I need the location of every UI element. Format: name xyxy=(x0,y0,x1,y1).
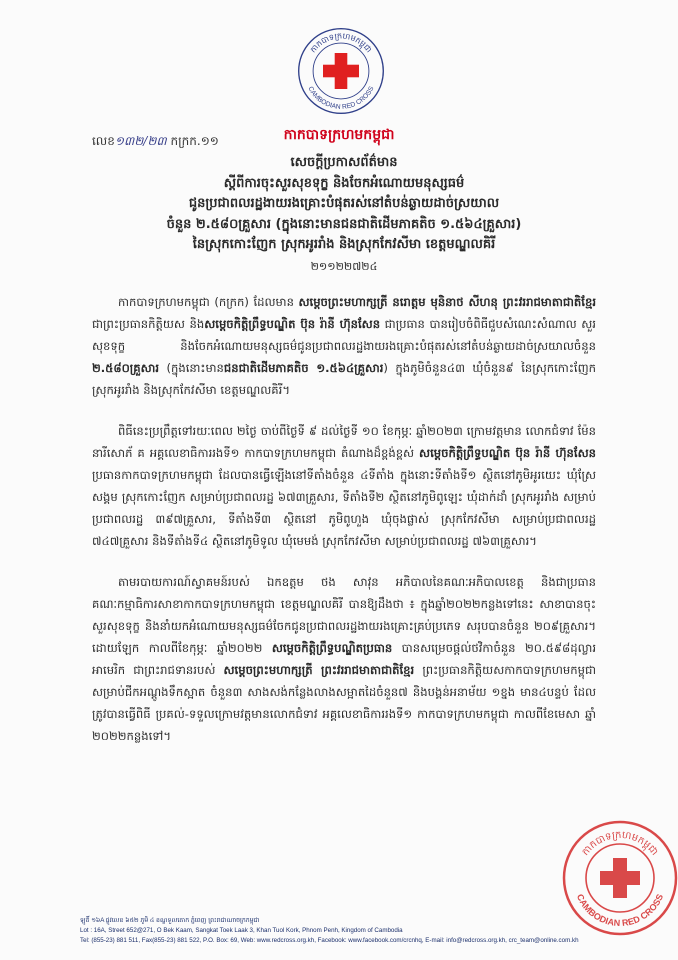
body-text: ជាព្រះប្រធានកិត្តិយស និង xyxy=(92,317,205,331)
body-text: ព្រះប្រធានកិត្តិយសកាកបាទក្រហមកម្ពុជា សម្រាប់ជីកអណ្តូងទឹកស្អាត ចំនួន៣ សាងសង់កន្លែងលាងសម្អាតដៃចំនួន៧ និងបង្គន់អនាម័យ ១ខ្នង មាន៤បន្ទប់ ដែលត្រូវបានធ្វើពិធី ប្រគល់-ទទួលក្រោមវត្តមានលោកជំទាវ អគ្គលេខាធិការរងទី១ កាកបាទក្រហមកម្ពុជា កាលពីខែមេសា ឆ្នាំ ២០២២កន្លងទៅ។ xyxy=(92,663,596,743)
document-date: ២១១២២៧២៤ xyxy=(310,259,378,273)
logo-english-text: CAMBODIAN RED CROSS xyxy=(306,85,376,111)
body-text: ប្រធានកាកបាទក្រហមកម្ពុជា ដែលបានធ្វើឡើងនៅទីតាំងចំនួន ៤ទីតាំង ក្នុងនោះទីតាំងទី១ ស្ថិតនៅភូមិអូរយេះ ឃុំស្រែសង្គម ស្រុកកោះញែក សម្រាប់ប្រជាពលរដ្ឋ ៦៧៣គ្រួសារ, ទីតាំងទី២ ស្ថិតនៅភូមិពូឡេះ ឃុំដាក់ដាំ ស្រុកអូររាំង សម្រាប់ប្រជាពលរដ្ឋ ៣៩៧គ្រួសារ, ទីតាំងទី៣ ស្ថិតនៅ ភូមិពូហួង ឃុំចុងផ្លាស់ ស្រុកកែវសីមា សម្រាប់ប្រជាពលរដ្ឋ ៧៤៧គ្រួសារ និងទីតាំងទី៤ ស្ថិតនៅភូមិទូល ឃុំមេមង់ ស្រុកកែវសីមា សម្រាប់ប្រជាពលរដ្ឋ ៧៦៣គ្រួសារ។ xyxy=(92,468,596,548)
paragraph-2 xyxy=(92,420,596,552)
body-text: ជាប្រធាន បានរៀបចំពិធីជួបសំណេះសំណាល សួរសុខទុក្ខ និងចែកអំណោយមនុស្សធម៌ជូនប្រជាពលរដ្ឋងាយរងគ្រោះបំផុតរស់នៅតំបន់ឆ្ងាយដាច់ស្រយាលចំនួន xyxy=(92,317,596,353)
stamp-khmer-text: កាកបាទក្រហមកម្ពុជា xyxy=(580,829,660,858)
organization-name: កាកបាទក្រហមកម្ពុជា xyxy=(283,127,395,143)
title-line-4: ចំនួន ២.៥៨០គ្រួសារ (ក្នុងនោះមានជនជាតិដើមភាគតិច ១.៥៦៤គ្រួសារ) xyxy=(166,216,522,232)
ref-number: ១៣២/២៣ xyxy=(114,134,167,148)
paragraph-1 xyxy=(92,291,596,401)
logo-khmer-text: កាកបាទក្រហមកម្ពុជា xyxy=(307,30,375,55)
body-text: ) ក្នុងភូមិចំនួន៤៣ ឃុំចំនួន៩ នៃស្រុកកោះញែក ស្រុកអូររាំង និងស្រុកកែវសីមា ខេត្តមណ្ឌលគិរី។ xyxy=(92,361,596,397)
bold-text: សម្តេចកិត្តិព្រឹទ្ធបណ្ឌិត ប៊ុន រ៉ានី ហ៊ុនសែន xyxy=(204,317,381,331)
stamp-english-text: CAMBODIAN RED CROSS xyxy=(574,892,666,929)
bold-text: សម្តេចកិត្តិព្រឹទ្ធបណ្ឌិតប្រធាន xyxy=(271,641,393,655)
footer-address-khmer: ឡូតិ៍ ១៦A ផ្លូវលេខ ៦៥២ ភូមិ ៤ ខណ្ឌទួលគោក ភ្នំពេញ ព្រះរាជាណាចក្រកម្ពុជា xyxy=(80,917,260,924)
ref-prefix: លេខ xyxy=(92,134,115,148)
body-text: បានសម្រេចផ្តល់ថវិកាចំនួន ២០.៥៩៨ដុល្លារអាមេរិក ជាព្រះរាជទានរបស់ xyxy=(92,641,596,677)
ref-suffix: កក្រក.១១ xyxy=(170,134,219,148)
bold-text: សម្តេចកិត្តិព្រឹទ្ធបណ្ឌិត ប៊ុន រ៉ានី ហ៊ុនសែន xyxy=(419,446,596,460)
footer-contact xyxy=(80,916,656,946)
document-title-block xyxy=(92,153,596,277)
cambodian-red-cross-logo xyxy=(296,26,386,116)
bold-text: ២.៥៨០គ្រួសារ xyxy=(92,361,160,375)
title-line-1: សេចក្តីប្រកាសព័ត៌មាន xyxy=(290,155,398,170)
bold-text: សម្តេចព្រះមហាក្សត្រី ព្រះវររាជមាតាជាតិខ្មែរ xyxy=(223,663,415,677)
footer-contacts: Tel: (855-23) 881 511, Fax(855-23) 881 522, P.O. Box: 69, Web: www.redcross.org.kh, Facebook: www.facebook.com/crcnhq, E-mail: info@redcross.org.kh, crc_team@online.com.kh xyxy=(80,937,579,944)
bold-text: ជនជាតិដើមភាគតិច ១.៥៦៤គ្រួសារ xyxy=(223,361,384,375)
stamp-cross-icon xyxy=(600,858,640,898)
red-cross-icon xyxy=(323,53,359,89)
document-body xyxy=(92,291,596,766)
paragraph-3 xyxy=(92,571,596,747)
footer-address-english: Lot : 16A, Street 652@271, O Bek Kaam, Sangkat Toek Laak 3, Khan Tuol Kork, Phnom Penh, Kingdom of Cambodia xyxy=(80,927,403,934)
title-line-5: នៃស្រុកកោះញែក ស្រុកអូររាំង និងស្រុកកែវសីមា ខេត្តមណ្ឌលគិរី xyxy=(192,237,496,252)
bold-text: សម្តេចព្រះមហាក្សត្រី នរោត្តម មុនិនាថ សីហនុ ព្រះវររាជមាតាជាតិខ្មែរ xyxy=(298,295,597,309)
body-text: (ក្នុងនោះមាន xyxy=(159,361,224,375)
body-text: កាកបាទក្រហមកម្ពុជា (កក្រក) ដែលមាន xyxy=(118,295,299,309)
title-line-2: ស្តីពីការចុះសួរសុខទុក្ខ និងចែកអំណោយមនុស្សធម៌ xyxy=(223,175,465,191)
body-text: ពិធីនេះប្រព្រឹត្តទៅរយៈពេល ២ថ្ងៃ ចាប់ពីថ្ងៃទី ៩ ដល់ថ្ងៃទី ១០ ខែកុម្ភៈ ឆ្នាំ២០២៣ ក្រោមវត្តមាន លោកជំទាវ ម៉ែន នារីសោភ័ គ អគ្គលេខាធិការរងទី១ កាកបាទក្រហមកម្ពុជា តំណាងដ៏ខ្ពង់ខ្ពស់ xyxy=(92,424,596,460)
title-line-3: ជូនប្រជាពលរដ្ឋងាយរងគ្រោះបំផុតរស់នៅតំបន់ឆ្ងាយដាច់ស្រយាល xyxy=(188,196,500,211)
body-text: តាមរបាយការណ៍ស្វាគមន៍របស់ ឯកឧត្តម ថង សាវុន អភិបាលនៃគណៈអភិបាលខេត្ត និងជាប្រធាន គណៈកម្មាធិការសាខាកាកបាទក្រហមកម្ពុជា ខេត្តមណ្ឌលគិរី បានឱ្យដឹងថា ៖ ក្នុងឆ្នាំ២០២២កន្លងទៅនេះ សាខាបានចុះសួរសុខទុក្ខ និងនាំយកអំណោយមនុស្សធម៌ចែកជូនប្រជាពលរដ្ឋងាយរងគ្រោះគ្រប់ប្រភេទ សរុបបានចំនួន ២០៩គ្រួសារ។ ដោយឡែក កាលពីខែកុម្ភៈ ឆ្នាំ២០២២ xyxy=(92,575,596,655)
